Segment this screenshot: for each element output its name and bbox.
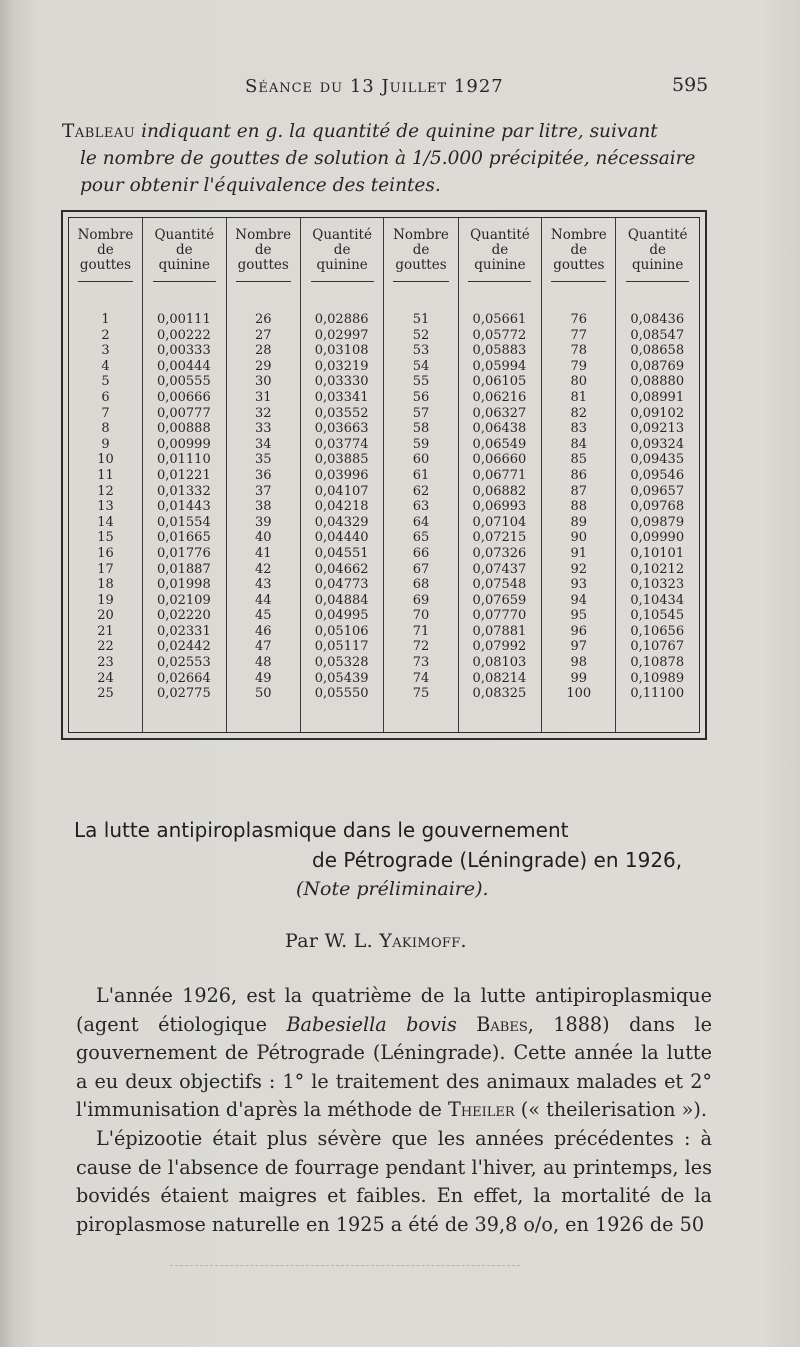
quinine-amount-cell: 0,10767 <box>630 639 685 655</box>
drop-count-cell: 50 <box>254 686 272 702</box>
quinine-amount-cell: 0,08880 <box>630 374 685 390</box>
header-word: de <box>570 242 588 258</box>
author-prefix: Par W. L. <box>285 930 380 952</box>
drop-count-cell: 68 <box>412 577 430 593</box>
drop-count-cell: 56 <box>412 389 430 405</box>
drop-count-cell: 89 <box>570 514 588 530</box>
quinine-amount-cell: 0,09768 <box>630 499 685 515</box>
drop-count-cell: 63 <box>412 499 430 515</box>
header-word: Nombre <box>77 227 134 243</box>
quinine-column <box>300 296 384 732</box>
drop-count-cell: 38 <box>254 499 272 515</box>
drop-count-cell: 30 <box>254 374 272 390</box>
quinine-amount-cell: 0,04551 <box>314 545 369 561</box>
quinine-amount-cell: 0,07437 <box>472 561 527 577</box>
drop-count-cell: 36 <box>254 467 272 483</box>
drop-count-cell: 66 <box>412 545 430 561</box>
p1-species: Babesiella bovis <box>286 1012 457 1036</box>
drop-count-cell: 85 <box>570 452 588 468</box>
header-word: de <box>176 242 193 258</box>
quinine-amount-cell: 0,09879 <box>630 514 685 530</box>
drop-count-cell: 94 <box>570 592 588 608</box>
quinine-amount-cell: 0,06438 <box>472 421 527 437</box>
table-column-header <box>458 218 542 296</box>
quinine-amount-cell: 0,08214 <box>472 670 527 686</box>
quinine-amount-cell: 0,08436 <box>630 312 685 327</box>
quinine-amount-cell: 0,05994 <box>472 358 527 374</box>
quinine-amount-cell: 0,01887 <box>156 561 211 577</box>
table-column-header <box>616 218 699 296</box>
drop-count-cell: 73 <box>412 655 430 671</box>
drop-count-cell: 1 <box>101 312 110 327</box>
table-column-header <box>142 218 226 296</box>
quinine-amount-cell: 0,02109 <box>156 592 211 608</box>
table-caption <box>62 118 712 199</box>
quinine-amount-cell: 0,04884 <box>314 592 369 608</box>
quinine-amount-cell: 0,07548 <box>472 577 527 593</box>
header-rule <box>236 281 291 282</box>
header-word: de <box>333 242 351 258</box>
quinine-amount-cell: 0,05661 <box>472 312 527 327</box>
author-name: Yakimoff. <box>379 930 467 952</box>
drop-count-cell: 74 <box>412 670 430 686</box>
quinine-amount-cell: 0,07881 <box>472 623 527 639</box>
drop-count-cell: 82 <box>570 405 588 421</box>
drop-count-cell: 43 <box>254 577 272 593</box>
quinine-amount-cell: 0,01443 <box>156 499 211 515</box>
article-title-line-2: de Pétrograde (Léningrade) en 1926, <box>312 848 683 872</box>
drop-count-cell: 49 <box>254 670 272 686</box>
drop-count-cell: 77 <box>570 327 588 343</box>
drop-count-cell: 87 <box>570 483 588 499</box>
quinine-column <box>458 296 542 732</box>
quinine-amount-cell: 0,03774 <box>314 436 369 452</box>
quinine-amount-cell: 0,08991 <box>630 389 685 405</box>
p1-text-b: , 1888) dans le gouvernement de Pétrograde (Léningrade). Cette année la lutte a eu deux objectifs : 1° le traitement des animaux malades et 2° l'immunisation d'après la méthode de <box>76 1012 712 1122</box>
quinine-amount-cell: 0,06327 <box>472 405 527 421</box>
quinine-amount-cell: 0,06771 <box>472 467 527 483</box>
drop-count-cell: 34 <box>254 436 272 452</box>
drop-count-cell: 54 <box>412 358 430 374</box>
quinine-amount-cell: 0,04107 <box>314 483 369 499</box>
quinine-amount-cell: 0,02664 <box>156 670 211 686</box>
table-column-header <box>300 218 384 296</box>
quinine-amount-cell: 0,10212 <box>630 561 685 577</box>
drop-count-cell: 71 <box>412 623 430 639</box>
caption-line-1: indiquant en g. la quantité de quinine par litre, suivant <box>135 121 658 142</box>
quinine-amount-cell: 0,04329 <box>314 514 369 530</box>
quinine-amount-cell: 0,09213 <box>630 421 685 437</box>
drop-count-cell: 5 <box>101 374 110 390</box>
quinine-amount-cell: 0,03108 <box>314 343 369 359</box>
header-word: gouttes <box>237 257 289 273</box>
quinine-amount-cell: 0,06882 <box>472 483 527 499</box>
paragraph-2: L'épizootie était plus sévère que les années précédentes : à cause de l'absence de fourrage pendant l'hiver, au printemps, les bovidés étaient maigres et faibles. En effet, la mortalité de la piroplasmose naturelle en 1925 a été de 39,8 o/o, en 1926 de 50 <box>76 1126 712 1236</box>
drop-count-cell: 26 <box>254 312 272 327</box>
p1-authority: Babes <box>456 1012 528 1036</box>
drop-count-cell: 44 <box>254 592 272 608</box>
drop-count-cell: 81 <box>570 389 588 405</box>
quinine-amount-cell: 0,08325 <box>472 686 527 702</box>
header-word: gouttes <box>395 257 447 273</box>
quinine-amount-cell: 0,09324 <box>630 436 685 452</box>
drop-count-cell: 78 <box>570 343 588 359</box>
p1-theiler: Theiler <box>448 1098 515 1122</box>
quinine-amount-cell: 0,02220 <box>156 608 211 624</box>
drop-count-cell: 51 <box>412 312 430 327</box>
drop-count-cell: 98 <box>570 655 588 671</box>
drop-count-cell: 42 <box>254 561 272 577</box>
drop-count-cell: 70 <box>412 608 430 624</box>
drop-count-cell: 83 <box>570 421 588 437</box>
drop-count-cell: 29 <box>254 358 272 374</box>
header-word: Nombre <box>393 227 449 243</box>
header-word: quinine <box>158 257 210 273</box>
drop-count-cell: 10 <box>97 452 114 468</box>
drop-count-cell: 40 <box>254 530 272 546</box>
quinine-amount-cell: 0,01110 <box>156 452 211 468</box>
header-word: Quantité <box>154 227 215 243</box>
gouttes-column <box>226 296 300 732</box>
header-rule <box>551 281 606 282</box>
drop-count-cell: 7 <box>101 405 110 421</box>
drop-count-cell: 6 <box>101 389 110 405</box>
drop-count-cell: 53 <box>412 343 430 359</box>
quinine-amount-cell: 0,08658 <box>630 343 685 359</box>
table-body-row <box>69 296 699 732</box>
quinine-amount-cell: 0,00222 <box>156 327 211 343</box>
quinine-amount-cell: 0,09657 <box>630 483 685 499</box>
drop-count-cell: 11 <box>97 467 114 483</box>
drop-count-cell: 84 <box>570 436 588 452</box>
quinine-amount-cell: 0,05117 <box>314 639 369 655</box>
quinine-amount-cell: 0,10878 <box>630 655 685 671</box>
drop-count-cell: 88 <box>570 499 588 515</box>
quinine-amount-cell: 0,04440 <box>314 530 369 546</box>
quinine-amount-cell: 0,07104 <box>472 514 527 530</box>
drop-count-cell: 16 <box>97 545 114 561</box>
article-body <box>76 982 712 1239</box>
drop-count-cell: 60 <box>412 452 430 468</box>
page-footer-rule <box>170 1265 520 1266</box>
quinine-amount-cell: 0,09990 <box>630 530 685 546</box>
quinine-amount-cell: 0,00555 <box>156 374 211 390</box>
quinine-amount-cell: 0,03552 <box>314 405 369 421</box>
quinine-amount-cell: 0,02886 <box>314 312 369 327</box>
header-rule <box>468 281 531 282</box>
drop-count-cell: 59 <box>412 436 430 452</box>
quinine-amount-cell: 0,05772 <box>472 327 527 343</box>
article-subtitle: (Note préliminaire). <box>296 878 489 900</box>
article-title <box>74 815 734 875</box>
drop-count-cell: 79 <box>570 358 588 374</box>
header-word: de <box>97 242 114 258</box>
drop-count-cell: 58 <box>412 421 430 437</box>
drop-count-cell: 96 <box>570 623 588 639</box>
quinine-amount-cell: 0,10434 <box>630 592 685 608</box>
header-word: Nombre <box>550 227 607 243</box>
quinine-amount-cell: 0,00444 <box>156 358 211 374</box>
page-header <box>0 70 800 100</box>
quinine-amount-cell: 0,05550 <box>314 686 369 702</box>
drop-count-cell: 75 <box>412 686 430 702</box>
table-column-header <box>384 218 458 296</box>
drop-count-cell: 35 <box>254 452 272 468</box>
quinine-amount-cell: 0,00888 <box>156 421 211 437</box>
quinine-table-inner-frame <box>68 217 700 733</box>
table-header-row <box>69 218 699 296</box>
table-column-header <box>542 218 616 296</box>
table-column-header <box>69 218 142 296</box>
drop-count-cell: 72 <box>412 639 430 655</box>
drop-count-cell: 28 <box>254 343 272 359</box>
drop-count-cell: 37 <box>254 483 272 499</box>
drop-count-cell: 62 <box>412 483 430 499</box>
drop-count-cell: 15 <box>97 530 114 546</box>
drop-count-cell: 61 <box>412 467 430 483</box>
quinine-amount-cell: 0,01998 <box>156 577 211 593</box>
article-title-line-1: La lutte antipiroplasmique dans le gouvernement <box>74 818 569 842</box>
drop-count-cell: 25 <box>97 686 114 702</box>
header-word: gouttes <box>79 257 132 273</box>
caption-line-3: pour obtenir l'équivalence des teintes. <box>80 175 441 196</box>
drop-count-cell: 64 <box>412 514 430 530</box>
quinine-amount-cell: 0,05106 <box>314 623 369 639</box>
quinine-amount-cell: 0,11100 <box>630 686 685 702</box>
drop-count-cell: 23 <box>97 655 114 671</box>
quinine-amount-cell: 0,02553 <box>156 655 211 671</box>
drop-count-cell: 48 <box>254 655 272 671</box>
header-word: Quantité <box>470 227 530 243</box>
drop-count-cell: 12 <box>97 483 114 499</box>
p1-text-a: L'année 1926, est la quatrième de la lutte antipiroplasmique (agent étiologique <box>76 984 712 1036</box>
p1-text-c: (« theilerisation »). <box>514 1098 707 1122</box>
drop-count-cell: 69 <box>412 592 430 608</box>
drop-count-cell: 13 <box>97 499 114 515</box>
quinine-amount-cell: 0,02775 <box>156 686 211 702</box>
drop-count-cell: 97 <box>570 639 588 655</box>
quinine-amount-cell: 0,07326 <box>472 545 527 561</box>
quinine-amount-cell: 0,08769 <box>630 358 685 374</box>
quinine-amount-cell: 0,06993 <box>472 499 527 515</box>
quinine-amount-cell: 0,10656 <box>630 623 685 639</box>
quinine-table <box>61 210 707 740</box>
drop-count-cell: 95 <box>570 608 588 624</box>
quinine-column <box>616 296 699 732</box>
drop-count-cell: 91 <box>570 545 588 561</box>
header-rule <box>626 281 689 282</box>
running-head: Séance du 13 Juillet 1927 <box>245 76 504 97</box>
drop-count-cell: 67 <box>412 561 430 577</box>
drop-count-cell: 33 <box>254 421 272 437</box>
header-rule <box>311 281 374 282</box>
quinine-amount-cell: 0,00666 <box>156 389 211 405</box>
quinine-amount-cell: 0,10989 <box>630 670 685 686</box>
drop-count-cell: 92 <box>570 561 588 577</box>
quinine-amount-cell: 0,10323 <box>630 577 685 593</box>
drop-count-cell: 24 <box>97 670 114 686</box>
header-rule <box>78 281 133 282</box>
quinine-amount-cell: 0,04662 <box>314 561 369 577</box>
drop-count-cell: 93 <box>570 577 588 593</box>
quinine-amount-cell: 0,09546 <box>630 467 685 483</box>
quinine-amount-cell: 0,10101 <box>630 545 685 561</box>
drop-count-cell: 3 <box>101 343 110 359</box>
drop-count-cell: 76 <box>570 312 588 327</box>
quinine-amount-cell: 0,04773 <box>314 577 369 593</box>
quinine-amount-cell: 0,06660 <box>472 452 527 468</box>
drop-count-cell: 65 <box>412 530 430 546</box>
drop-count-cell: 14 <box>97 514 114 530</box>
drop-count-cell: 21 <box>97 623 114 639</box>
quinine-amount-cell: 0,03219 <box>314 358 369 374</box>
drop-count-cell: 46 <box>254 623 272 639</box>
drop-count-cell: 32 <box>254 405 272 421</box>
drop-count-cell: 52 <box>412 327 430 343</box>
drop-count-cell: 4 <box>101 358 110 374</box>
quinine-table-grid <box>69 218 699 732</box>
drop-count-cell: 8 <box>101 421 110 437</box>
header-word: quinine <box>316 257 368 273</box>
drop-count-cell: 41 <box>254 545 272 561</box>
quinine-amount-cell: 0,06216 <box>472 389 527 405</box>
drop-count-cell: 17 <box>97 561 114 577</box>
header-word: de <box>412 242 430 258</box>
page-number: 595 <box>672 74 709 96</box>
header-rule <box>393 281 448 282</box>
drop-count-cell: 2 <box>101 327 110 343</box>
article-author <box>285 930 467 952</box>
header-word: quinine <box>474 257 526 273</box>
quinine-amount-cell: 0,00999 <box>156 436 211 452</box>
quinine-amount-cell: 0,03885 <box>314 452 369 468</box>
quinine-amount-cell: 0,01332 <box>156 483 211 499</box>
drop-count-cell: 45 <box>254 608 272 624</box>
drop-count-cell: 57 <box>412 405 430 421</box>
header-word: quinine <box>631 257 684 273</box>
caption-line-2: le nombre de gouttes de solution à 1/5.000 précipitée, nécessaire <box>80 148 696 169</box>
drop-count-cell: 39 <box>254 514 272 530</box>
header-word: de <box>254 242 272 258</box>
drop-count-cell: 100 <box>566 686 592 702</box>
quinine-amount-cell: 0,04218 <box>314 499 369 515</box>
quinine-amount-cell: 0,03330 <box>314 374 369 390</box>
quinine-amount-cell: 0,06549 <box>472 436 527 452</box>
quinine-amount-cell: 0,01776 <box>156 545 211 561</box>
quinine-amount-cell: 0,07659 <box>472 592 527 608</box>
quinine-amount-cell: 0,10545 <box>630 608 685 624</box>
quinine-amount-cell: 0,03996 <box>314 467 369 483</box>
header-word: de <box>649 242 666 258</box>
quinine-amount-cell: 0,07215 <box>472 530 527 546</box>
quinine-amount-cell: 0,00333 <box>156 343 211 359</box>
drop-count-cell: 86 <box>570 467 588 483</box>
quinine-amount-cell: 0,01554 <box>156 514 211 530</box>
drop-count-cell: 80 <box>570 374 588 390</box>
header-word: Quantité <box>627 227 688 243</box>
drop-count-cell: 19 <box>97 592 114 608</box>
header-word: Quantité <box>312 227 372 243</box>
gouttes-column <box>384 296 458 732</box>
drop-count-cell: 99 <box>570 670 588 686</box>
quinine-amount-cell: 0,06105 <box>472 374 527 390</box>
quinine-amount-cell: 0,02331 <box>156 623 211 639</box>
drop-count-cell: 22 <box>97 639 114 655</box>
drop-count-cell: 27 <box>254 327 272 343</box>
drop-count-cell: 18 <box>97 577 114 593</box>
quinine-amount-cell: 0,01665 <box>156 530 211 546</box>
quinine-amount-cell: 0,00777 <box>156 405 211 421</box>
header-word: de <box>491 242 509 258</box>
table-column-header <box>226 218 300 296</box>
quinine-amount-cell: 0,02997 <box>314 327 369 343</box>
quinine-amount-cell: 0,05328 <box>314 655 369 671</box>
header-word: gouttes <box>553 257 605 273</box>
quinine-amount-cell: 0,04995 <box>314 608 369 624</box>
drop-count-cell: 47 <box>254 639 272 655</box>
quinine-amount-cell: 0,05439 <box>314 670 369 686</box>
drop-count-cell: 55 <box>412 374 430 390</box>
quinine-amount-cell: 0,03341 <box>314 389 369 405</box>
drop-count-cell: 20 <box>97 608 114 624</box>
quinine-amount-cell: 0,00111 <box>156 312 211 327</box>
quinine-amount-cell: 0,08103 <box>472 655 527 671</box>
quinine-amount-cell: 0,05883 <box>472 343 527 359</box>
gouttes-column <box>542 296 616 732</box>
drop-count-cell: 90 <box>570 530 588 546</box>
quinine-amount-cell: 0,02442 <box>156 639 211 655</box>
header-rule <box>153 281 216 282</box>
caption-lead: Tableau <box>62 121 136 142</box>
header-word: Nombre <box>235 227 292 243</box>
drop-count-cell: 9 <box>101 436 110 452</box>
paragraph-1 <box>76 982 712 1125</box>
quinine-amount-cell: 0,03663 <box>314 421 369 437</box>
quinine-amount-cell: 0,09435 <box>630 452 685 468</box>
quinine-column <box>142 296 226 732</box>
drop-count-cell: 31 <box>254 389 272 405</box>
quinine-amount-cell: 0,07770 <box>472 608 527 624</box>
quinine-amount-cell: 0,08547 <box>630 327 685 343</box>
gouttes-column <box>69 296 142 732</box>
quinine-amount-cell: 0,01221 <box>156 467 211 483</box>
quinine-amount-cell: 0,07992 <box>472 639 527 655</box>
quinine-amount-cell: 0,09102 <box>630 405 685 421</box>
